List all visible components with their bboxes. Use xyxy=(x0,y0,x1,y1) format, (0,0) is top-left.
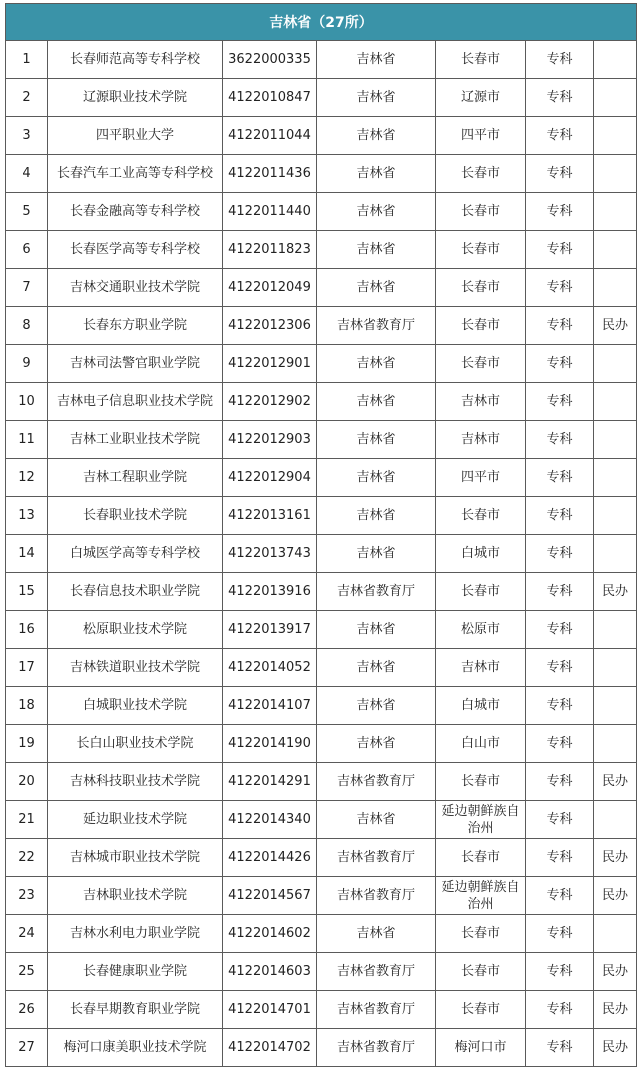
city-cell: 长春市 xyxy=(436,839,526,877)
city-cell: 延边朝鲜族自治州 xyxy=(436,801,526,839)
city-cell: 松原市 xyxy=(436,611,526,649)
table-row xyxy=(6,535,637,573)
level-cell: 专科 xyxy=(526,611,594,649)
authority-cell: 吉林省 xyxy=(317,535,436,573)
level-cell: 专科 xyxy=(526,801,594,839)
city-cell: 长春市 xyxy=(436,497,526,535)
school-code-cell: 4122010847 xyxy=(223,79,317,117)
row-number-cell: 16 xyxy=(6,611,48,649)
authority-cell: 吉林省 xyxy=(317,269,436,307)
remark-cell xyxy=(594,459,637,497)
table-row xyxy=(6,383,637,421)
city-cell: 吉林市 xyxy=(436,649,526,687)
school-name-cell: 吉林司法警官职业学院 xyxy=(48,345,223,383)
level-cell: 专科 xyxy=(526,345,594,383)
row-number-cell: 21 xyxy=(6,801,48,839)
authority-cell: 吉林省教育厅 xyxy=(317,763,436,801)
city-cell: 长春市 xyxy=(436,41,526,79)
row-number-cell: 19 xyxy=(6,725,48,763)
authority-cell: 吉林省教育厅 xyxy=(317,573,436,611)
school-name-cell: 长春汽车工业高等专科学校 xyxy=(48,155,223,193)
row-number-cell: 10 xyxy=(6,383,48,421)
authority-cell: 吉林省教育厅 xyxy=(317,307,436,345)
city-cell: 长春市 xyxy=(436,155,526,193)
table-row xyxy=(6,231,637,269)
table-row xyxy=(6,725,637,763)
row-number-cell: 20 xyxy=(6,763,48,801)
school-code-cell: 4122014291 xyxy=(223,763,317,801)
authority-cell: 吉林省 xyxy=(317,155,436,193)
school-name-cell: 吉林城市职业技术学院 xyxy=(48,839,223,877)
row-number-cell: 17 xyxy=(6,649,48,687)
school-code-cell: 4122014107 xyxy=(223,687,317,725)
school-name-cell: 白城职业技术学院 xyxy=(48,687,223,725)
school-code-cell: 4122013917 xyxy=(223,611,317,649)
city-cell: 四平市 xyxy=(436,459,526,497)
city-cell: 吉林市 xyxy=(436,383,526,421)
school-code-cell: 4122014052 xyxy=(223,649,317,687)
school-code-cell: 4122014602 xyxy=(223,915,317,953)
authority-cell: 吉林省 xyxy=(317,421,436,459)
remark-cell xyxy=(594,801,637,839)
level-cell: 专科 xyxy=(526,877,594,915)
table-row xyxy=(6,345,637,383)
remark-cell xyxy=(594,231,637,269)
city-cell: 白城市 xyxy=(436,535,526,573)
city-cell: 四平市 xyxy=(436,117,526,155)
level-cell: 专科 xyxy=(526,763,594,801)
school-name-cell: 长春信息技术职业学院 xyxy=(48,573,223,611)
table-row xyxy=(6,763,637,801)
row-number-cell: 3 xyxy=(6,117,48,155)
table-title-row xyxy=(6,4,637,41)
city-cell: 长春市 xyxy=(436,269,526,307)
school-name-cell: 吉林水利电力职业学院 xyxy=(48,915,223,953)
school-code-cell: 4122012904 xyxy=(223,459,317,497)
level-cell: 专科 xyxy=(526,497,594,535)
authority-cell: 吉林省 xyxy=(317,801,436,839)
remark-cell xyxy=(594,421,637,459)
table-row xyxy=(6,307,637,345)
table-row xyxy=(6,649,637,687)
level-cell: 专科 xyxy=(526,231,594,269)
row-number-cell: 24 xyxy=(6,915,48,953)
level-cell: 专科 xyxy=(526,421,594,459)
school-code-cell: 4122014567 xyxy=(223,877,317,915)
row-number-cell: 22 xyxy=(6,839,48,877)
authority-cell: 吉林省 xyxy=(317,383,436,421)
level-cell: 专科 xyxy=(526,1029,594,1067)
school-name-cell: 长春早期教育职业学院 xyxy=(48,991,223,1029)
authority-cell: 吉林省 xyxy=(317,649,436,687)
school-name-cell: 吉林工程职业学院 xyxy=(48,459,223,497)
table-row xyxy=(6,611,637,649)
row-number-cell: 9 xyxy=(6,345,48,383)
remark-cell xyxy=(594,345,637,383)
table-row xyxy=(6,155,637,193)
city-cell: 长春市 xyxy=(436,193,526,231)
authority-cell: 吉林省 xyxy=(317,41,436,79)
school-code-cell: 4122012049 xyxy=(223,269,317,307)
row-number-cell: 27 xyxy=(6,1029,48,1067)
authority-cell: 吉林省 xyxy=(317,915,436,953)
authority-cell: 吉林省 xyxy=(317,459,436,497)
level-cell: 专科 xyxy=(526,687,594,725)
school-code-cell: 4122014340 xyxy=(223,801,317,839)
level-cell: 专科 xyxy=(526,155,594,193)
table-row xyxy=(6,915,637,953)
remark-cell xyxy=(594,497,637,535)
row-number-cell: 7 xyxy=(6,269,48,307)
row-number-cell: 6 xyxy=(6,231,48,269)
table-row xyxy=(6,459,637,497)
row-number-cell: 18 xyxy=(6,687,48,725)
row-number-cell: 11 xyxy=(6,421,48,459)
level-cell: 专科 xyxy=(526,573,594,611)
level-cell: 专科 xyxy=(526,953,594,991)
city-cell: 辽源市 xyxy=(436,79,526,117)
authority-cell: 吉林省 xyxy=(317,193,436,231)
authority-cell: 吉林省 xyxy=(317,611,436,649)
school-name-cell: 长白山职业技术学院 xyxy=(48,725,223,763)
table-row xyxy=(6,193,637,231)
school-list-table xyxy=(5,3,637,1067)
school-code-cell: 4122012306 xyxy=(223,307,317,345)
city-cell: 延边朝鲜族自治州 xyxy=(436,877,526,915)
level-cell: 专科 xyxy=(526,269,594,307)
city-cell: 梅河口市 xyxy=(436,1029,526,1067)
row-number-cell: 8 xyxy=(6,307,48,345)
school-code-cell: 4122012902 xyxy=(223,383,317,421)
remark-cell xyxy=(594,383,637,421)
table-row xyxy=(6,79,637,117)
school-name-cell: 松原职业技术学院 xyxy=(48,611,223,649)
authority-cell: 吉林省 xyxy=(317,231,436,269)
remark-cell xyxy=(594,687,637,725)
city-cell: 白城市 xyxy=(436,687,526,725)
table-row xyxy=(6,573,637,611)
remark-cell xyxy=(594,269,637,307)
table-body xyxy=(6,41,637,1067)
authority-cell: 吉林省 xyxy=(317,79,436,117)
remark-cell xyxy=(594,193,637,231)
school-name-cell: 梅河口康美职业技术学院 xyxy=(48,1029,223,1067)
city-cell: 长春市 xyxy=(436,915,526,953)
authority-cell: 吉林省 xyxy=(317,725,436,763)
school-code-cell: 4122011823 xyxy=(223,231,317,269)
remark-cell: 民办 xyxy=(594,839,637,877)
level-cell: 专科 xyxy=(526,307,594,345)
table-row xyxy=(6,421,637,459)
school-code-cell: 4122013916 xyxy=(223,573,317,611)
school-code-cell: 4122013161 xyxy=(223,497,317,535)
remark-cell xyxy=(594,117,637,155)
table-row xyxy=(6,991,637,1029)
table-row xyxy=(6,497,637,535)
city-cell: 长春市 xyxy=(436,307,526,345)
school-code-cell: 4122012903 xyxy=(223,421,317,459)
remark-cell: 民办 xyxy=(594,763,637,801)
remark-cell xyxy=(594,535,637,573)
level-cell: 专科 xyxy=(526,725,594,763)
remark-cell: 民办 xyxy=(594,991,637,1029)
school-name-cell: 长春师范高等专科学校 xyxy=(48,41,223,79)
level-cell: 专科 xyxy=(526,79,594,117)
authority-cell: 吉林省教育厅 xyxy=(317,1029,436,1067)
remark-cell: 民办 xyxy=(594,953,637,991)
remark-cell xyxy=(594,725,637,763)
remark-cell: 民办 xyxy=(594,307,637,345)
table-row xyxy=(6,687,637,725)
city-cell: 长春市 xyxy=(436,573,526,611)
level-cell: 专科 xyxy=(526,649,594,687)
row-number-cell: 5 xyxy=(6,193,48,231)
remark-cell: 民办 xyxy=(594,573,637,611)
row-number-cell: 4 xyxy=(6,155,48,193)
city-cell: 白山市 xyxy=(436,725,526,763)
row-number-cell: 13 xyxy=(6,497,48,535)
authority-cell: 吉林省 xyxy=(317,497,436,535)
school-name-cell: 吉林铁道职业技术学院 xyxy=(48,649,223,687)
row-number-cell: 15 xyxy=(6,573,48,611)
school-name-cell: 四平职业大学 xyxy=(48,117,223,155)
city-cell: 长春市 xyxy=(436,231,526,269)
city-cell: 长春市 xyxy=(436,763,526,801)
school-name-cell: 长春金融高等专科学校 xyxy=(48,193,223,231)
authority-cell: 吉林省教育厅 xyxy=(317,953,436,991)
level-cell: 专科 xyxy=(526,383,594,421)
authority-cell: 吉林省教育厅 xyxy=(317,877,436,915)
school-code-cell: 4122013743 xyxy=(223,535,317,573)
table-row xyxy=(6,801,637,839)
authority-cell: 吉林省 xyxy=(317,117,436,155)
remark-cell xyxy=(594,41,637,79)
city-cell: 吉林市 xyxy=(436,421,526,459)
school-code-cell: 4122012901 xyxy=(223,345,317,383)
school-name-cell: 白城医学高等专科学校 xyxy=(48,535,223,573)
city-cell: 长春市 xyxy=(436,345,526,383)
school-name-cell: 吉林科技职业技术学院 xyxy=(48,763,223,801)
table-row xyxy=(6,41,637,79)
school-name-cell: 长春东方职业学院 xyxy=(48,307,223,345)
table-row xyxy=(6,269,637,307)
school-code-cell: 4122014603 xyxy=(223,953,317,991)
school-name-cell: 长春职业技术学院 xyxy=(48,497,223,535)
remark-cell: 民办 xyxy=(594,1029,637,1067)
school-name-cell: 吉林职业技术学院 xyxy=(48,877,223,915)
city-cell: 长春市 xyxy=(436,953,526,991)
school-name-cell: 延边职业技术学院 xyxy=(48,801,223,839)
remark-cell xyxy=(594,79,637,117)
row-number-cell: 2 xyxy=(6,79,48,117)
remark-cell xyxy=(594,155,637,193)
remark-cell xyxy=(594,611,637,649)
school-code-cell: 4122014702 xyxy=(223,1029,317,1067)
remark-cell: 民办 xyxy=(594,877,637,915)
school-name-cell: 长春健康职业学院 xyxy=(48,953,223,991)
table-row xyxy=(6,953,637,991)
school-name-cell: 辽源职业技术学院 xyxy=(48,79,223,117)
city-cell: 长春市 xyxy=(436,991,526,1029)
row-number-cell: 26 xyxy=(6,991,48,1029)
school-name-cell: 吉林工业职业技术学院 xyxy=(48,421,223,459)
school-list-table-wrapper xyxy=(5,3,636,1067)
level-cell: 专科 xyxy=(526,117,594,155)
table-row xyxy=(6,877,637,915)
school-code-cell: 4122014190 xyxy=(223,725,317,763)
table-title: 吉林省（27所） xyxy=(6,4,637,41)
school-name-cell: 长春医学高等专科学校 xyxy=(48,231,223,269)
level-cell: 专科 xyxy=(526,193,594,231)
row-number-cell: 14 xyxy=(6,535,48,573)
table-row xyxy=(6,839,637,877)
row-number-cell: 25 xyxy=(6,953,48,991)
level-cell: 专科 xyxy=(526,915,594,953)
row-number-cell: 1 xyxy=(6,41,48,79)
school-code-cell: 4122014426 xyxy=(223,839,317,877)
authority-cell: 吉林省教育厅 xyxy=(317,991,436,1029)
level-cell: 专科 xyxy=(526,459,594,497)
row-number-cell: 23 xyxy=(6,877,48,915)
level-cell: 专科 xyxy=(526,839,594,877)
authority-cell: 吉林省 xyxy=(317,345,436,383)
remark-cell xyxy=(594,915,637,953)
school-code-cell: 3622000335 xyxy=(223,41,317,79)
authority-cell: 吉林省教育厅 xyxy=(317,839,436,877)
school-name-cell: 吉林电子信息职业技术学院 xyxy=(48,383,223,421)
row-number-cell: 12 xyxy=(6,459,48,497)
remark-cell xyxy=(594,649,637,687)
table-row xyxy=(6,1029,637,1067)
table-row xyxy=(6,117,637,155)
school-name-cell: 吉林交通职业技术学院 xyxy=(48,269,223,307)
school-code-cell: 4122011436 xyxy=(223,155,317,193)
school-code-cell: 4122011440 xyxy=(223,193,317,231)
school-code-cell: 4122011044 xyxy=(223,117,317,155)
school-code-cell: 4122014701 xyxy=(223,991,317,1029)
level-cell: 专科 xyxy=(526,41,594,79)
authority-cell: 吉林省 xyxy=(317,687,436,725)
level-cell: 专科 xyxy=(526,535,594,573)
level-cell: 专科 xyxy=(526,991,594,1029)
